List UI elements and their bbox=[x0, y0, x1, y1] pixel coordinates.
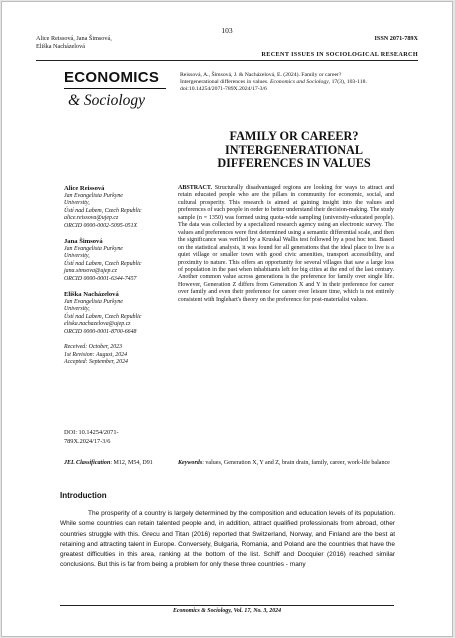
abstract-text: Structurally disadvantaged regions are looking for ways to attract and retain educated people who are the pillars in community for economic, social, and cultural prosperity. This research is aimed at gaining insight into the values and preferences of such people in order to better understand their decision-making. The study sample (n = 1350) was formed using quota-wide sampling (university-educated people). The data was collected by a specialized research agency using an electronic survey. The values and preferences were first determined using a semantic differential scale, and then the significance was verified by a Kruskal Wallis test followed by a post hoc test. Based on the statistical analysis, it was found for all generations that the ideal place to live is a quiet village or smaller town with good civic amenities, transport accessibility, and proximity to nature. This offers an opportunity for several villages that saw a large loss of population in the past when inhabitants left for big cities at the end of the last century. Another common value across generations is the preference for family over single life. However, Generation Z differs from Generation X and Y in their preference for career over family and even their preference for career over leisure time, which is not entirely consistent with Inglehart's theory on the preference for post-materialist values. bbox=[178, 185, 394, 303]
affiliation-line: University, bbox=[64, 253, 90, 260]
date-accepted: Accepted: September, 2024 bbox=[64, 358, 128, 365]
citation-line bbox=[180, 79, 398, 86]
footer-rule bbox=[60, 605, 394, 606]
affiliation-line: University, bbox=[64, 306, 90, 313]
author-block bbox=[64, 238, 179, 283]
journal-logo bbox=[64, 70, 166, 138]
affiliation-line: Jan Evangelista Purkyne bbox=[64, 246, 123, 253]
citation-block bbox=[180, 72, 398, 93]
citation-volume: , 17(3), 103-118. bbox=[328, 79, 367, 85]
date-received: Received: October, 2023 bbox=[64, 344, 123, 351]
logo-divider bbox=[64, 88, 166, 89]
keywords bbox=[178, 460, 394, 468]
running-head-authors-line: Alice Reissová, Jana Šimsová, bbox=[36, 35, 112, 42]
citation-journal: Economics and Sociology bbox=[269, 79, 329, 85]
jel-label: JEL Classification bbox=[64, 460, 111, 466]
title-line: DIFFERENCES IN VALUES bbox=[217, 156, 371, 170]
affiliation-line: Ústí nad Labem, Czech Republic bbox=[64, 313, 142, 320]
keywords-text: : values, Generation X, Y and Z, brain drain, family, career, work-life balance bbox=[202, 460, 390, 466]
author-email[interactable]: eliska.nachazelova@ujep.cz bbox=[64, 321, 131, 328]
affiliation-line: Ústí nad Labem, Czech Republic bbox=[64, 207, 142, 214]
journal-section: RECENT ISSUES IN SOCIOLOGICAL RESEARCH bbox=[261, 51, 418, 58]
author-email[interactable]: jana.simsova@ujep.cz bbox=[64, 268, 117, 275]
date-revision: 1st Revision: August, 2024 bbox=[64, 351, 128, 358]
jel-classification bbox=[64, 460, 174, 468]
title-line: FAMILY OR CAREER? bbox=[229, 129, 359, 143]
running-head-authors bbox=[36, 35, 112, 51]
author-email[interactable]: alice.reissova@ujep.cz bbox=[64, 215, 119, 222]
affiliation-line: Ústí nad Labem, Czech Republic bbox=[64, 260, 142, 267]
author-name: Eliška Nacházelová bbox=[64, 291, 119, 299]
doi-block[interactable] bbox=[64, 428, 174, 446]
author-block bbox=[64, 291, 179, 336]
running-head-authors-line: Eliška Nacházelová bbox=[36, 43, 85, 50]
abstract-label: ABSTRACT. bbox=[178, 185, 212, 191]
paper-page bbox=[2, 2, 452, 636]
author-name: Alice Reissová bbox=[64, 185, 105, 192]
page-number: 103 bbox=[221, 26, 233, 35]
logo-economics: ECONOMICS bbox=[64, 69, 160, 86]
abstract bbox=[178, 185, 394, 304]
affiliation-line: University, bbox=[64, 200, 90, 207]
jel-codes: : M12, M54, D91 bbox=[110, 460, 153, 466]
citation-text: Intergenerational differences in values. bbox=[180, 79, 270, 85]
author-column bbox=[64, 185, 179, 366]
issn: ISSN 2071-789X bbox=[374, 35, 418, 42]
author-block bbox=[64, 185, 179, 230]
header-rule bbox=[36, 60, 418, 61]
citation-line: Reissová, A., Šimsová, J. & Nacházelová, E. (2024). Family or career? bbox=[180, 72, 342, 78]
title-line: INTERGENERATIONAL bbox=[225, 142, 363, 157]
introduction-paragraph: The prosperity of a country is largely determined by the composition and education levels of its population. While some countries can retain talented people and, in addition, attract qualified professionals from abroad, other countries struggle with this. Grecu and Titan (2016) reported that Switzerland, Norway, and Finland are the best at retaining and attracting talent in Europe. Conversely, Bulgaria, Romania, and Poland are the countries that have the greatest difficulties in this area, ranking at the bottom of the list. Schiff and Docquier (2016) reached similar conclusions. But this is far from being a problem for only these three countries - many bbox=[60, 510, 395, 569]
section-heading-introduction: Introduction bbox=[60, 491, 107, 500]
author-orcid[interactable]: ORCID 0000-0001-6344-7457 bbox=[64, 275, 137, 282]
doi-line: 789X.2024/17-3/6 bbox=[64, 438, 111, 445]
author-orcid[interactable]: ORCID 0000-0001-8700-6648 bbox=[64, 328, 137, 335]
keywords-label: Keywords bbox=[178, 460, 203, 466]
article-title bbox=[170, 130, 418, 171]
journal-footer: Economics & Sociology, Vol. 17, No. 3, 2024 bbox=[172, 608, 282, 614]
affiliation-line: Jan Evangelista Purkyne bbox=[64, 299, 123, 306]
author-name: Jana Šimsová bbox=[64, 238, 103, 246]
doi-line: DOI: 10.14254/2071- bbox=[64, 429, 119, 436]
affiliation-line: Jan Evangelista Purkyne bbox=[64, 193, 123, 199]
citation-doi[interactable]: doi:10.14254/2071-789X.2024/17-3/6 bbox=[180, 86, 267, 92]
logo-sociology: & Sociology bbox=[68, 92, 146, 109]
author-orcid[interactable]: ORCID 0000-0002-5095-051X bbox=[64, 222, 138, 229]
dates-block bbox=[64, 344, 179, 366]
